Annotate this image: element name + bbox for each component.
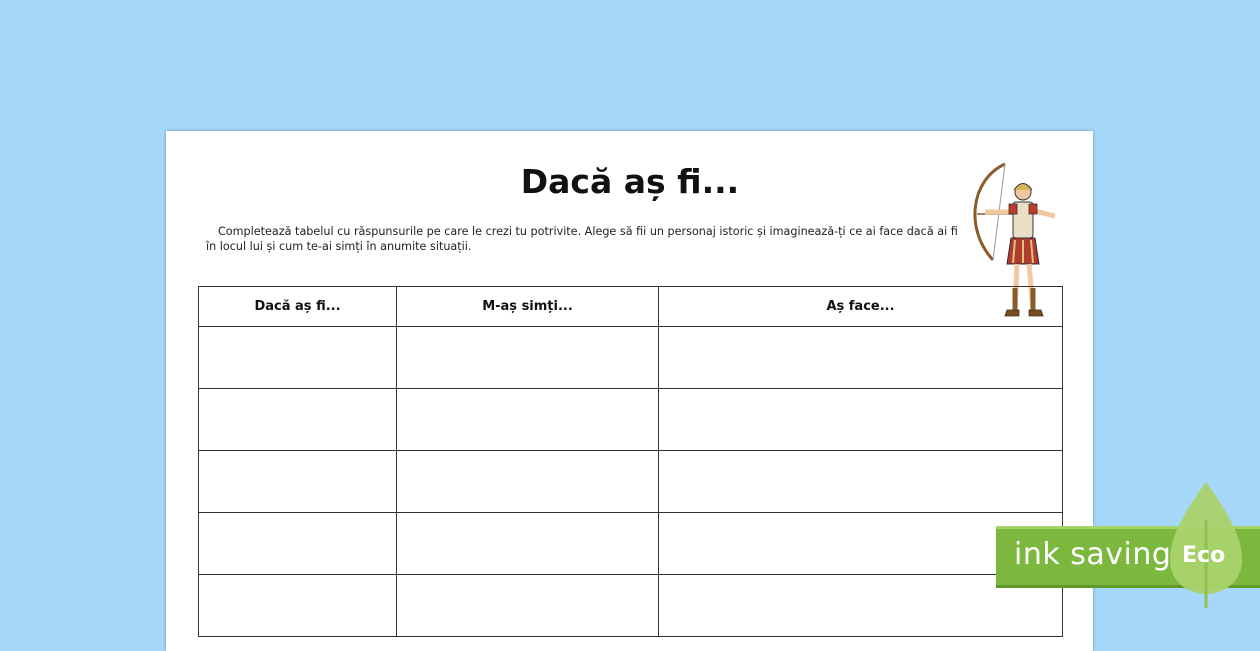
column-header-m-as-simti: M-aș simți... <box>397 287 659 327</box>
table-cell <box>659 389 1063 451</box>
ink-saving-label: ink saving <box>1014 537 1172 572</box>
column-header-daca-as-fi: Dacă aș fi... <box>199 287 397 327</box>
table-cell <box>199 389 397 451</box>
worksheet-table <box>198 286 1063 637</box>
table-row <box>199 327 1063 389</box>
ink-saving-badge <box>996 480 1260 610</box>
table-row <box>199 575 1063 637</box>
table-cell <box>397 575 659 637</box>
table-cell <box>397 389 659 451</box>
worksheet-instructions: Completează tabelul cu răspunsurile pe care le crezi tu potrivite. Alege să fii un personaj istoric și imaginează-ți ce ai face dacă ai fi în locul lui și cum te-ai simți în anumite situații. <box>206 225 958 253</box>
table-cell <box>397 513 659 575</box>
table-cell <box>199 575 397 637</box>
table-cell <box>199 513 397 575</box>
table-header-row <box>199 287 1063 327</box>
table-row <box>199 389 1063 451</box>
eco-label: Eco <box>1182 543 1226 568</box>
table-cell <box>199 451 397 513</box>
worksheet-title: Dacă aș fi... <box>520 162 740 201</box>
table-cell <box>199 327 397 389</box>
table-row <box>199 513 1063 575</box>
table-cell <box>397 451 659 513</box>
table-cell <box>397 327 659 389</box>
table-row <box>199 451 1063 513</box>
table-cell <box>659 327 1063 389</box>
column-header-as-face: Aș face... <box>659 287 1063 327</box>
